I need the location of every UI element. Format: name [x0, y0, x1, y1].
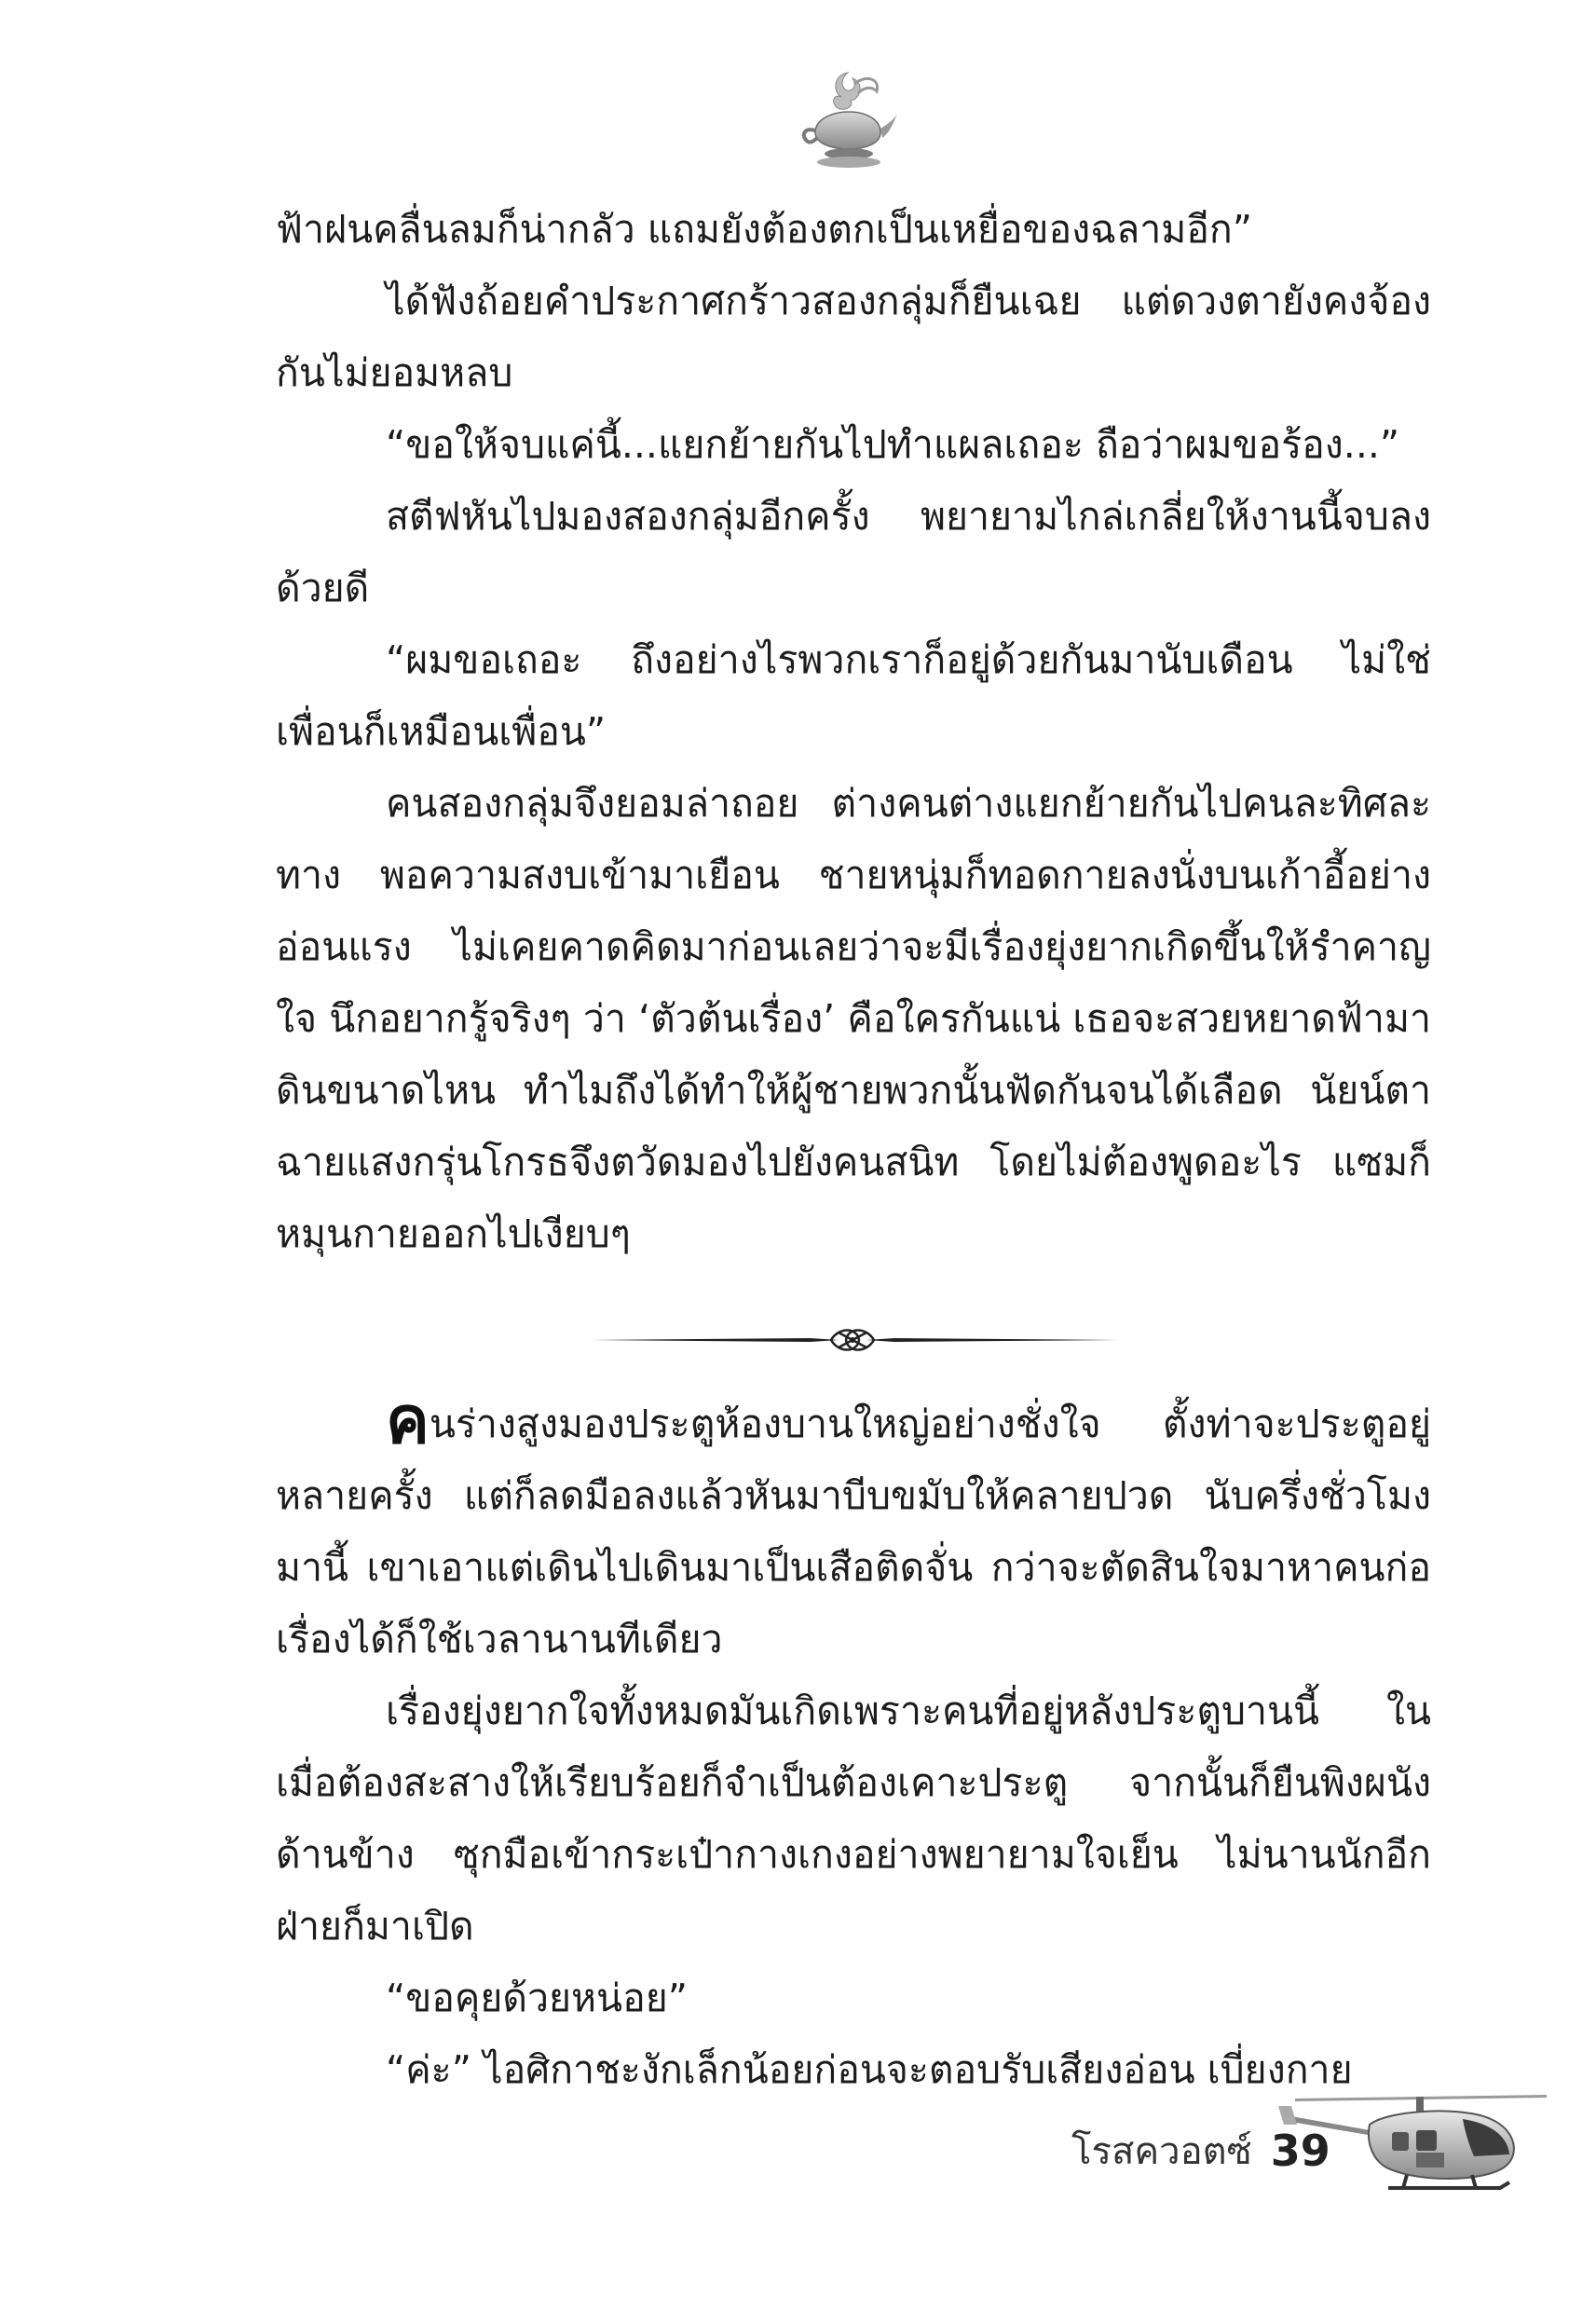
- paragraph: “ขอคุยด้วยหน่อย”: [386, 1976, 688, 2020]
- paragraph: “ผมขอเถอะ ถึงอย่างไรพวกเราก็อยู่ด้วยกันมานับเดือน ไม่ใช่เพื่อนก็เหมือนเพื่อน”: [276, 637, 1431, 754]
- paragraph: “ขอให้จบแค่นี้...แยกย้ายกันไปทำแผลเถอะ ถือว่าผมขอร้อง...”: [386, 422, 1400, 467]
- page-number: 39: [1270, 2126, 1330, 2176]
- paragraph: ฟ้าฝนคลื่นลมก็น่ากลัว แถมยังต้องตกเป็นเหยื่อของฉลามอีก”: [276, 207, 1252, 252]
- paragraph: ได้ฟังถ้อยคำประกาศกร้าวสองกลุ่มก็ยืนเฉย แต่ดวงตายังคงจ้องกันไม่ยอมหลบ: [276, 279, 1431, 395]
- book-title: โรสควอตซ์: [1071, 2130, 1252, 2173]
- paragraph-text: นร่างสูงมองประตูห้องบานใหญ่อย่างชั่งใจ ตั้งท่าจะประตูอยู่หลายครั้ง แต่ก็ลดมือลงแล้วหันมาบีบขมับให้คลายปวด นับครึ่งชั่วโมงมานี้ เขาเอาแต่เดินไปเดินมาเป็นเสือติดจั่น กว่าจะตัดสินใจมาหาคนก่อเรื่องได้ก็ใช้เวลานานทีเดียว: [276, 1402, 1431, 1661]
- paragraph: “ค่ะ” ไอศิกาชะงักเล็กน้อยก่อนจะตอบรับเสียงอ่อน เบี่ยงกาย: [386, 2047, 1353, 2092]
- ornamental-divider-icon: [587, 1321, 1118, 1359]
- text-block-upper: [276, 194, 1431, 1270]
- text-block-lower: [276, 1382, 1431, 2106]
- paragraph: คนสองกลุ่มจึงยอมล่าถอย ต่างคนต่างแยกย้ายกันไปคนละทิศละทาง พอความสงบเข้ามาเยือน ชายหนุ่มก็ทอดกายลงนั่งบนเก้าอี้อย่างอ่อนแรง ไม่เคยคาดคิดมาก่อนเลยว่าจะมีเรื่องยุ่งยากเกิดขึ้นให้รำคาญใจ นึกอยากรู้จริงๆ ว่า ‘ตัวต้นเรื่อง’ คือใครกันแน่ เธอจะสวยหยาดฟ้ามาดินขนาดไหน ทำไมถึงได้ทำให้ผู้ชายพวกนั้นฟัดกันจนได้เลือด นัยน์ตาฉายแสงกรุ่นโกรธจึงตวัดมองไปยังคนสนิท โดยไม่ต้องพูดอะไร แซมก็หมุนกายออกไปเงียบๆ: [276, 781, 1431, 1256]
- drop-cap: ค: [386, 1382, 430, 1458]
- helicopter-icon: [1276, 2078, 1556, 2218]
- paragraph: สตีฟหันไปมองสองกลุ่มอีกครั้ง พยายามไกล่เกลี่ยให้งานนี้จบลงด้วยดี: [276, 494, 1431, 610]
- paragraph: เรื่องยุ่งยากใจทั้งหมดมันเกิดเพราะคนที่อยู่หลังประตูบานนี้ ในเมื่อต้องสะสางให้เรียบร้อยก็จำเป็นต้องเคาะประตู จากนั้นก็ยืนพิงผนังด้านข้าง ซุกมือเข้ากระเป๋ากางเกงอย่างพยายามใจเย็น ไม่นานนักอีกฝ่ายก็มาเปิด: [276, 1689, 1431, 1949]
- paragraph-with-dropcap: [276, 1382, 1431, 1675]
- genie-lamp-icon: [797, 65, 899, 172]
